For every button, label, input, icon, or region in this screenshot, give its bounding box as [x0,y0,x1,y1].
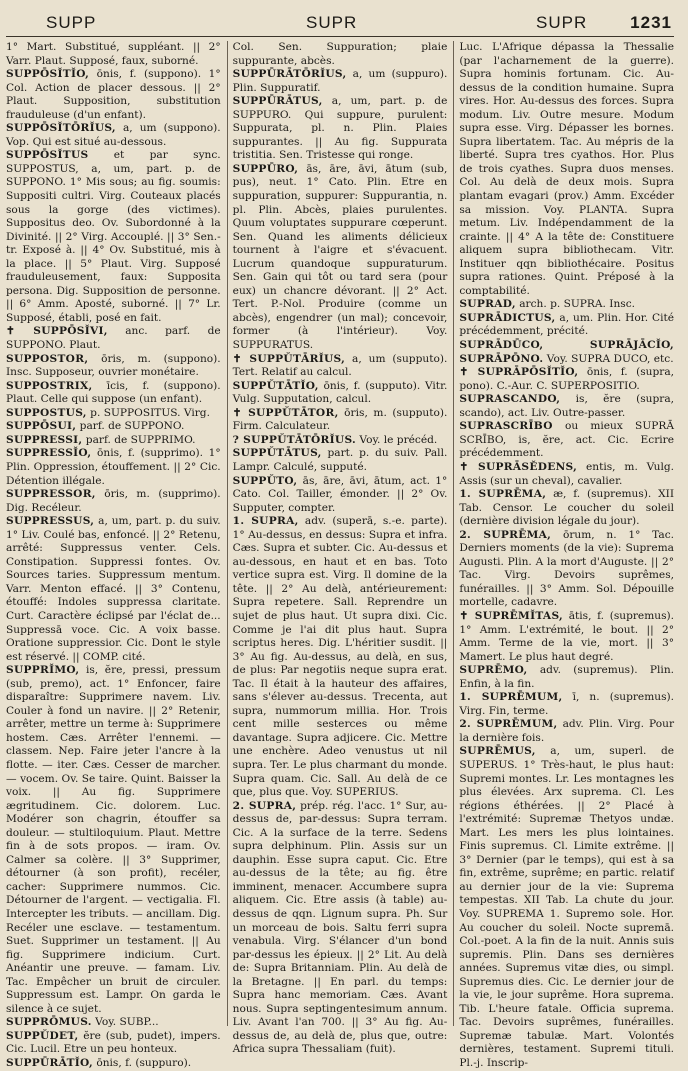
columns [6,41,675,1070]
entry-text: Voy. le précéd. [359,433,438,446]
entry-text: adv. (supremus). Plin. Enfin, à la fin. [459,664,675,690]
entry-text: Col. Sen. Suppuration; plaie suppurante, abcès. [232,41,448,67]
dictionary-entry [233,475,448,516]
entry-headword: 2. SUPRA, [232,799,297,812]
dictionary-entry [6,1016,221,1030]
entry-headword: ✝ SUPPŌSĬVI, [6,325,108,338]
entry-headword: SUPPRŌMUS. [6,1016,92,1029]
entry-text: a, um (supputo). Tert. Relatif au calcul. [232,352,448,379]
entry-text: ōrum, n. 1° Tac. Derniers moments (de la vie): Suprema Augusti. Plin. A la mort d'Auguste. || 2° Tac. Virg. Devoirs suprêmes, funérailles. || 3° Amm. Sol. Dépouille mortelle, cadavre. [459,528,675,609]
dictionary-entry [459,488,674,529]
column-3 [453,41,675,1070]
entry-text: anc. parf. de SUPPONO. Plaut. [6,325,221,352]
dictionary-entry [6,664,221,1016]
dictionary-entry [459,420,674,461]
entry-headword: SUPPŌSĬTŌRĬUS, [6,122,116,135]
entry-text: Luc. L'Afrique dépassa la Thessalie (par l'acharnement de la guerre). Supra hominis fortunam. Cic. Au-dessus de la condition humaine. Supra vires. Hor. Au-dessus des forces. Supra modum. Liv. Outre mesure. Modum supra esse. Virg. Dépasser les bornes. Supra libertatem. Tac. Au mépris de la liberté. Supra tres cyathos. Hor. Plus de trois cyathes. Supra duos menses. Col. Au delà de deux mois. Supra plantam evagari (prov.) Amm. Excéder sa mission. Voy. PLANTA. Supra metum. Liv. Indépendamment de la crainte. || 4° A la tête de: Constituere aliquem supra bibliothecam. Vitr. Instituer qqn bibliothécaire. Positus supra rationes. Quint. Préposé à la comptabilité. [459,41,675,297]
entry-headword: 1. SUPRA, [232,515,299,528]
entry-text: adv. (superā, s.-e. parte). 1° Au-dessus, en dessus: Supra et infra. Cæs. Supra et subter. Cic. Au-dessus et au-dessous, en haut et en bas. Toto vertice supra est. Virg. Il domine de la tête. || 2° Au delà, antérieurement: Supra repetere. Sall. Reprendre un sujet de plus haut. Ut supra dixi. Cic. Comme je l'ai dit plus haut. Supra scriptus heres. Dig. L'héritier susdit. || 3° Au fig. Au-dessus, au delà, en sus, de plus: Par negotiis neque supra erat. Tac. Il était à la hauteur des affaires, sans s'élever au-dessus. Trecenta, aut supra, nummorum millia. Hor. Trois cent mille sesterces ou même davantage. Supra adjicere. Cic. Mettre une enchère. Adeo venustus ut nil supra. Ter. Le plus charmant du monde. Supra quam. Cic. Sall. Au delà de ce que, plus que. Voy. SUPERIUS. [232,515,448,799]
entry-text: prép. rég. l'acc. 1° Sur, au-dessus de, par-dessus: Supra terram. Cic. A la surface de la terre. Sedens supra delphinum. Plin. Assis sur un dauphin. Esse supra caput. Cic. Etre au-dessus de la tête; au fig. être imminent, menacer. Accumbere supra aliquem. Cic. Etre assis (à table) au-dessus de qqn. Lignum supra. Ph. Sur un morceau de bois. Saltu ferri supra venabula. Virg. S'élancer d'un bond par-dessus les épieux. || 2° Lit. Au delà de: Supra Britanniam. Plin. Au delà de la Bretagne. || En parl. du temps: Supra hanc memoriam. Cæs. Avant nous. Supra septingentesimum annum. Liv. Avant l'an 700. || 3° Au fig. Au-dessus de, au delà de, plus que, outre: Africa supra Thessaliam (fuit). [232,799,448,1056]
dictionary-entry [233,41,448,68]
dictionary-entry [6,325,221,352]
dictionary-entry [233,434,448,448]
dictionary-entry [6,1057,221,1071]
entry-text: a, um (suppuro). Plin. Suppuratif. [232,68,448,94]
entry-headword: SUPPRĬMO, [6,664,80,677]
entry-headword: ✝ SUPPŬTĀTOR, [232,406,339,419]
entry-headword: SUPRASCRĪBO [459,420,553,433]
dictionary-entry [459,745,674,1070]
dictionary-entry [6,407,221,421]
entry-headword: SUPPRESSĬO, [6,447,92,460]
entry-headword: 1. SUPRĒMA, [459,488,547,501]
entry-headword: ✝ SUPRĒMĬTAS, [459,609,564,622]
entry-text: ōris, m. (supprimo). Dig. Recéleur. [6,488,221,514]
entry-text: a, um. Plin. Hor. Cité précédemment, précité. [459,311,675,338]
entry-text: Voy. SUBP... [95,1016,159,1029]
entry-headword: SUPPŬTO, [232,474,298,487]
entry-headword: SUPPŪRO, [232,162,299,175]
dictionary-entry [233,447,448,474]
entry-text: part. p. du suiv. Pall. Lampr. Calculé, supputé. [232,447,448,473]
entry-text: parf. de SUPPONO. [79,420,185,433]
entry-headword: SUPRĀDICTUS, [459,311,556,324]
entry-headword: SUPPŌSUI, [6,420,77,433]
column-1 [6,41,221,1070]
dictionary-entry [6,488,221,515]
dictionary-entry [6,68,221,122]
dictionary-entry [6,1030,221,1057]
entry-headword: ✝ SUPRĀSĔDENS, [459,460,578,473]
dictionary-entry [459,718,674,745]
entry-headword: SUPPOSTUS, [6,406,87,419]
entry-text: ās, āre, āvi, ātum (sub, pus), neut. 1° Cato. Plin. Etre en suppuration, suppurer: Suppurantia, n. pl. Plin. Abcès, plaies purulentes. Quum voluptates suppurare cœperunt. Sen. Quand les aliments délicieux tournent à l'aigre et s'évacuent. Lucrum quandoque suppuraturum. Sen. Gain qui tôt ou tard sera (pour eux) un chancre dévorant. || 2° Act. Tert. P.-Nol. Produire (comme un abcès), engendrer (un mal); concevoir, former (à l'intérieur). Voy. SUPPURATUS. [232,162,448,352]
entry-text: æ, f. (supremus). XII Tab. Censor. Le coucher du soleil (dernière division légale du jour). [459,488,675,528]
entry-headword: SUPPRESSOR, [6,488,96,501]
entry-text: ĕre (sub, pudet), impers. Cic. Lucil. Etre un peu honteux. [6,1029,221,1056]
entry-headword: SUPPRESSUS, [6,515,95,528]
entry-headword: 2. SUPRĒMA, [459,528,552,541]
dictionary-entry [233,515,448,799]
dictionary-entry [6,41,221,68]
running-header [6,10,674,37]
entry-text: ātis, f. (supremus). 1° Amm. L'extrémité, le bout. || 2° Amm. Terme de la vie, mort. || 3° Mamert. Le plus haut degré. [459,609,675,663]
dictionary-entry [459,461,674,488]
dictionary-entry [459,529,674,610]
entry-text: parf. de SUPPRIMO. [85,433,196,446]
entry-text: adv. Plin. Virg. Pour la dernière fois. [459,718,675,744]
header-middle: SUPR [306,13,358,32]
entry-headword: ✝ SUPPŬTĀRĬUS, [232,352,346,365]
entry-headword: SUPRAD, [459,298,516,311]
dictionary-entry [459,339,674,366]
entry-text: ōris, m. (supputo). Firm. Calculateur. [232,406,448,433]
dictionary-entry [6,122,221,149]
page-number: 1231 [630,13,672,32]
header-left: SUPP [46,13,97,32]
entry-text: ou mieux SUPRĀ SCRĪBO, is, ĕre, act. Cic. Ecrire précédemment. [459,420,675,460]
entry-text: ōnis, f. (supputo). Vitr. Vulg. Supputation, calcul. [232,379,448,406]
entry-headword: SUPRASCANDO, [459,393,561,406]
column-2 [227,41,448,1056]
entry-text: entis, m. Vulg. Assis (sur un cheval), cavalier. [459,460,675,487]
entry-headword: SUPPŬTĀTUS, [232,447,322,460]
dictionary-entry [459,312,674,339]
entry-text: ās, āre, āvi, ātum, act. 1° Cato. Col. Tailler, émonder. || 2° Ov. Supputer, compter. [232,474,448,514]
entry-text: ōnis, f. (suppono). 1° Col. Action de placer dessous. || 2° Plaut. Supposition, substitution frauduleuse (d'un enfant). [6,68,221,121]
entry-headword: SUPPŪRĀTUS, [232,95,323,108]
entry-headword: ? SUPPŬTĀTŌRĬUS. [232,433,357,446]
dictionary-entry [233,407,448,434]
dictionary-entry [6,149,221,325]
dictionary-entry [233,353,448,380]
entry-headword: SUPPŪRĀTŌRĬUS, [232,68,347,81]
entry-headword: 1. SUPRĒMUM, [459,691,563,704]
dictionary-entry [6,434,221,448]
entry-headword: SUPPŪRĀTĬO, [6,1057,93,1070]
dictionary-entry [459,691,674,718]
entry-text: a, um (suppono). Vop. Qui est situé au-dessous. [6,122,221,148]
entry-headword: SUPRĒMUS, [459,745,536,758]
entry-text: ōnis, f. (supprimo). 1° Plin. Oppression, étouffement. || 2° Cic. Détention illégale. [6,447,221,487]
entry-headword: SUPRĒMO, [459,664,528,677]
dictionary-entry [233,380,448,407]
entry-text: is, ĕre (supra, scando), act. Liv. Outre-passer. [459,393,675,419]
entry-text: īcis, f. (suppono). Plaut. Celle qui suppose (un enfant). [6,379,221,406]
dictionary-entry [6,447,221,488]
entry-headword: 2. SUPRĒMUM, [459,718,558,731]
entry-text: et par sync. SUPPOSTUS, a, um, part. p. de SUPPONO. 1° Mis sous; au fig. soumis: Suppositi cultri. Virg. Couteaux placés sous la gorge (des victimes). Suppositus deo. Ov. Subordonné à la Divinité. || 2° Virg. Accouplé. || 3° Sen.-tr. Exposé à. || 4° Ov. Substitué, mis à la place. || 5° Plaut. Virg. Supposé frauduleusement, faux: Supposita persona. Dig. Supposition de personne. || 6° Amm. Aposté, suborné. || 7° Lr. Supposé, établi, posé en fait. [6,149,221,324]
entry-text: is, ĕre, pressi, pressum (sub, premo), act. 1° Enfoncer, faire disparaître: Supprimere navem. Liv. Couler à fond un navire. || 2° Retenir, arrêter, mettre un terme à: Supprimere hostem. Cæs. Arrêter l'ennemi. — classem. Nep. Faire jeter l'ancre à la flotte. — iter. Cæs. Cesser de marcher. — vocem. Ov. Se taire. Quint. Baisser la voix. || Au fig. Supprimere ægritudinem. Cic. dolorem. Luc. Modérer son chagrin, étouffer sa douleur. — stultiloquium. Plaut. Mettre fin à de sots propos. — iram. Ov. Calmer sa colère. || 3° Supprimer, détourner (à son profit), recéler, cacher: Supprimere nummos. Cic. Détourner de l'argent. — vectigalia. Fl. Intercepter les tributs. — ancillam. Dig. Recéler une esclave. — testamentum. Suet. Supprimer un testament. || Au fig. Supprimere indicium. Curt. Anéantir une preuve. — famam. Liv. Tac. Empêcher un bruit de circuler. Suppressum est. Lampr. On garda le silence à ce sujet. [6,664,221,1015]
dictionary-entry [459,664,674,691]
entry-headword: SUPPOSTOR, [6,352,89,365]
entry-headword: SUPPŌSĬTĬO, [6,68,90,81]
dictionary-entry [233,800,448,1057]
entry-headword: SUPPOSTRIX, [6,379,93,392]
dictionary-entry [459,366,674,393]
dictionary-entry [459,298,674,312]
dictionary-entry [233,68,448,95]
dictionary-entry [6,420,221,434]
entry-text: p. SUPPOSITUS. Virg. [90,406,210,419]
entry-text: Voy. SUPRA DUCO, etc. [546,352,674,365]
dictionary-entry [459,393,674,420]
dictionary-entry [233,163,448,353]
entry-text: ōnis, f. (supra, pono). C.-Aur. C. SUPERPOSITIO. [459,366,675,392]
entry-headword: SUPPŬTĀTĬO, [232,379,319,392]
entry-headword: SUPPRESSI, [6,433,83,446]
dictionary-entry [459,41,674,298]
entry-headword: ✝ SUPRĀPŌSĬTĬO, [459,366,579,379]
entry-headword: SUPPŬDET, [6,1029,79,1042]
dictionary-entry [6,380,221,407]
entry-text: ōnis, f. (suppuro). [96,1057,192,1070]
header-right: SUPR [536,13,588,32]
entry-text: a, um, part. p. de SUPPURO. Qui suppure, purulent: Suppurata, pl. n. Plin. Plaies suppurantes. || Au fig. Suppurata tristitia. Sen. Tristesse qui ronge. [232,95,448,162]
dictionary-entry [459,610,674,664]
entry-text: ōris, m. (suppono). Insc. Supposeur, ouvrier monétaire. [6,352,221,379]
entry-headword: SUPPŌSĬTUS [6,149,89,162]
entry-text: a, um, part. p. du suiv. 1° Liv. Coulé bas, enfoncé. || 2° Retenu, arrêté: Suppressus venter. Cels. Constipation. Suppressi fontes. Ov. Sources taries. Suppressum mentum. Varr. Menton effacé. || 3° Contenu, étouffé: Indoles suppressa claritate. Curt. Caractère éclipsé par l'éclat de... Suppressā voce. Cic. A voix basse. Oratione suppressior. Cic. Dont le style est réservé. || COMP. cité. [6,515,221,663]
dictionary-entry [6,353,221,380]
entry-text: ī, n. (supremus). Virg. Fin, terme. [459,691,675,717]
entry-text: arch. p. SUPRA. Insc. [519,298,636,311]
entry-text: 1° Mart. Substitué, suppléant. || 2° Varr. Plaut. Supposé, faux, suborné. [6,41,221,67]
entry-headword: SUPRĀDŪCO, SUPRĀJĀCĬO, SUPRĀPŌNO. [459,339,675,365]
dictionary-entry [6,515,221,664]
entry-text: a, um, superl. de SUPERUS. 1° Très-haut, le plus haut: Supremi montes. Lr. Les montagnes les plus élevées. Arx suprema. Cl. Les régions éthérées. || 2° Placé à l'extrémité: Supremæ Thetyos undæ. Mart. Les mers les plus lointaines. Finis supremus. Cl. Limite extrême. || 3° Dernier (par le temps), qui est à sa fin, extrême, suprême; en partic. relatif au dernier jour de la vie: Suprema tempestas. XII Tab. La chute du jour. Voy. SUPREMA 1. Supremo sole. Hor. Au coucher du soleil. Nocte supremā. Col.-poet. A la fin de la nuit. Annis suis supremis. Plin. Dans ses dernières années. Supremus vitæ dies, ou simpl. Supremus dies. Cic. Le dernier jour de la vie, le jour suprême. Hora suprema. Tib. L'heure fatale. Officia suprema. Tac. Devoirs suprêmes, funérailles. Supremæ tabulæ. Mart. Volontés dernières, testament. Supremi tituli. Pl.-j. Inscrip- [459,745,675,1070]
dictionary-entry [233,95,448,163]
